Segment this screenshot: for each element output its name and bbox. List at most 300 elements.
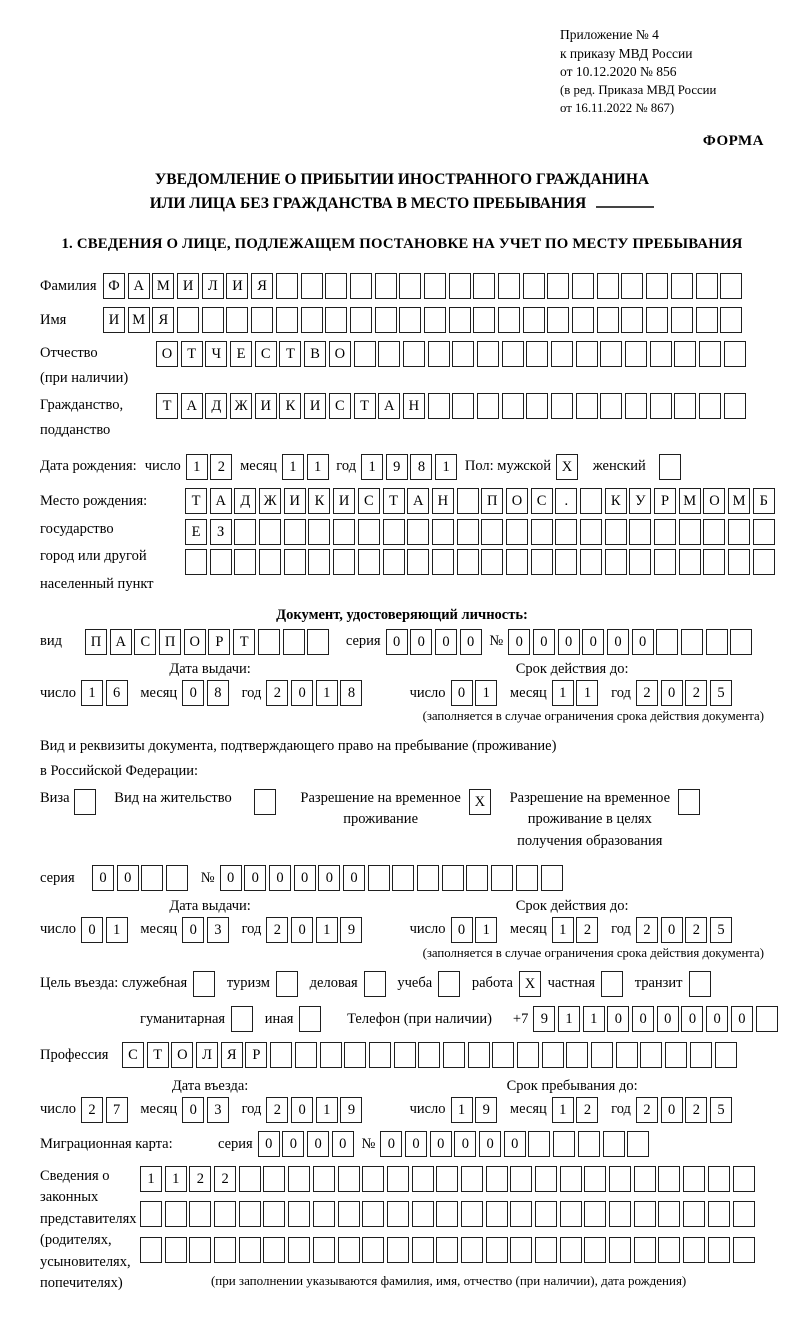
char-box[interactable]: И	[284, 488, 306, 514]
char-box[interactable]	[177, 307, 199, 333]
char-box[interactable]	[650, 393, 672, 419]
char-box[interactable]: 0	[430, 1131, 452, 1157]
char-box[interactable]: 0	[343, 865, 365, 891]
char-box[interactable]: 1	[552, 1097, 574, 1123]
char-box[interactable]: 0	[307, 1131, 329, 1157]
char-box[interactable]	[457, 549, 479, 575]
residence-permit-checkbox[interactable]	[254, 789, 279, 815]
char-box[interactable]: И	[103, 307, 125, 333]
char-box[interactable]	[605, 549, 627, 575]
char-box[interactable]: П	[481, 488, 503, 514]
char-box[interactable]: 8	[207, 680, 229, 706]
char-box[interactable]	[166, 865, 188, 891]
char-box[interactable]	[432, 519, 454, 545]
char-box[interactable]: 1	[186, 454, 208, 480]
char-box[interactable]	[387, 1237, 409, 1263]
char-box[interactable]	[584, 1166, 606, 1192]
representatives-line2-input[interactable]	[140, 1201, 757, 1227]
char-box[interactable]	[679, 549, 701, 575]
char-box[interactable]	[609, 1201, 631, 1227]
char-box[interactable]	[288, 1166, 310, 1192]
residence-expiry-month-input[interactable]	[552, 917, 601, 943]
char-box[interactable]: Т	[354, 393, 376, 419]
char-box[interactable]	[601, 971, 623, 997]
char-box[interactable]: Т	[147, 1042, 169, 1068]
char-box[interactable]	[457, 488, 479, 514]
char-box[interactable]	[724, 393, 746, 419]
char-box[interactable]	[584, 1201, 606, 1227]
char-box[interactable]: 0	[661, 1097, 683, 1123]
char-box[interactable]	[481, 519, 503, 545]
char-box[interactable]: 0	[182, 680, 204, 706]
char-box[interactable]: 0	[182, 1097, 204, 1123]
char-box[interactable]: 7	[106, 1097, 128, 1123]
char-box[interactable]: Т	[383, 488, 405, 514]
char-box[interactable]: 0	[632, 629, 654, 655]
char-box[interactable]: У	[629, 488, 651, 514]
char-box[interactable]: И	[333, 488, 355, 514]
char-box[interactable]	[560, 1166, 582, 1192]
char-box[interactable]	[477, 341, 499, 367]
char-box[interactable]: А	[110, 629, 132, 655]
char-box[interactable]	[498, 307, 520, 333]
edu-residence-permit-checkbox[interactable]	[678, 789, 703, 815]
char-box[interactable]	[580, 488, 602, 514]
char-box[interactable]	[683, 1201, 705, 1227]
char-box[interactable]	[189, 1201, 211, 1227]
char-box[interactable]	[140, 1237, 162, 1263]
stay-year-input[interactable]	[636, 1097, 735, 1123]
char-box[interactable]: 2	[685, 1097, 707, 1123]
char-box[interactable]	[263, 1237, 285, 1263]
char-box[interactable]: 1	[558, 1006, 580, 1032]
char-box[interactable]: 2	[576, 917, 598, 943]
char-box[interactable]	[394, 1042, 416, 1068]
char-box[interactable]	[720, 307, 742, 333]
char-box[interactable]	[428, 393, 450, 419]
char-box[interactable]: 0	[182, 917, 204, 943]
char-box[interactable]	[560, 1237, 582, 1263]
stay-day-input[interactable]	[451, 1097, 500, 1123]
char-box[interactable]: 1	[361, 454, 383, 480]
char-box[interactable]	[226, 307, 248, 333]
phone-input[interactable]	[533, 1006, 780, 1032]
char-box[interactable]	[654, 549, 676, 575]
char-box[interactable]	[646, 307, 668, 333]
char-box[interactable]	[432, 549, 454, 575]
purpose-business-checkbox[interactable]	[193, 971, 218, 997]
char-box[interactable]	[523, 307, 545, 333]
char-box[interactable]: Ж	[259, 488, 281, 514]
surname-input[interactable]	[103, 273, 745, 299]
char-box[interactable]: 0	[451, 680, 473, 706]
char-box[interactable]	[679, 519, 701, 545]
char-box[interactable]: К	[308, 488, 330, 514]
char-box[interactable]: О	[156, 341, 178, 367]
char-box[interactable]	[239, 1237, 261, 1263]
char-box[interactable]: 2	[685, 680, 707, 706]
birth-year-input[interactable]	[361, 454, 460, 480]
char-box[interactable]: 0	[244, 865, 266, 891]
char-box[interactable]	[202, 307, 224, 333]
stay-month-input[interactable]	[552, 1097, 601, 1123]
char-box[interactable]	[449, 307, 471, 333]
char-box[interactable]	[457, 519, 479, 545]
birth-place-line2-input[interactable]	[185, 519, 778, 545]
char-box[interactable]	[307, 629, 329, 655]
char-box[interactable]: 0	[504, 1131, 526, 1157]
char-box[interactable]: 0	[479, 1131, 501, 1157]
char-box[interactable]: 0	[558, 629, 580, 655]
char-box[interactable]	[696, 273, 718, 299]
char-box[interactable]	[399, 307, 421, 333]
char-box[interactable]	[442, 865, 464, 891]
char-box[interactable]	[681, 629, 703, 655]
char-box[interactable]	[239, 1201, 261, 1227]
char-box[interactable]: Р	[245, 1042, 267, 1068]
purpose-work-checkbox[interactable]	[519, 971, 544, 997]
char-box[interactable]	[600, 341, 622, 367]
char-box[interactable]	[407, 519, 429, 545]
char-box[interactable]: О	[171, 1042, 193, 1068]
char-box[interactable]: 9	[386, 454, 408, 480]
doc-expiry-day-input[interactable]	[451, 680, 500, 706]
char-box[interactable]	[703, 519, 725, 545]
birth-day-input[interactable]	[186, 454, 235, 480]
char-box[interactable]: Б	[753, 488, 775, 514]
char-box[interactable]	[407, 549, 429, 575]
char-box[interactable]	[678, 789, 700, 815]
char-box[interactable]: С	[134, 629, 156, 655]
doc-issue-year-input[interactable]	[266, 680, 365, 706]
char-box[interactable]	[621, 307, 643, 333]
char-box[interactable]: 0	[460, 629, 482, 655]
char-box[interactable]	[461, 1201, 483, 1227]
char-box[interactable]: А	[378, 393, 400, 419]
residence-issue-year-input[interactable]	[266, 917, 365, 943]
char-box[interactable]	[609, 1166, 631, 1192]
char-box[interactable]: Я	[221, 1042, 243, 1068]
char-box[interactable]: 0	[332, 1131, 354, 1157]
residence-number-input[interactable]	[220, 865, 566, 891]
char-box[interactable]: Т	[181, 341, 203, 367]
sex-male-checkbox[interactable]	[556, 454, 581, 480]
char-box[interactable]	[481, 549, 503, 575]
char-box[interactable]	[466, 865, 488, 891]
char-box[interactable]	[566, 1042, 588, 1068]
char-box[interactable]: Т	[233, 629, 255, 655]
char-box[interactable]	[753, 549, 775, 575]
char-box[interactable]	[378, 341, 400, 367]
char-box[interactable]	[634, 1201, 656, 1227]
char-box[interactable]	[572, 307, 594, 333]
char-box[interactable]: 2	[636, 1097, 658, 1123]
char-box[interactable]	[214, 1237, 236, 1263]
char-box[interactable]: И	[255, 393, 277, 419]
char-box[interactable]	[708, 1237, 730, 1263]
char-box[interactable]	[333, 519, 355, 545]
residence-expiry-day-input[interactable]	[451, 917, 500, 943]
char-box[interactable]	[683, 1166, 705, 1192]
char-box[interactable]: 1	[475, 680, 497, 706]
char-box[interactable]	[368, 865, 390, 891]
char-box[interactable]	[535, 1201, 557, 1227]
char-box[interactable]: И	[177, 273, 199, 299]
char-box[interactable]	[473, 307, 495, 333]
char-box[interactable]: X	[556, 454, 578, 480]
char-box[interactable]	[283, 629, 305, 655]
char-box[interactable]: Т	[185, 488, 207, 514]
char-box[interactable]	[438, 971, 460, 997]
char-box[interactable]: 0	[291, 680, 313, 706]
char-box[interactable]	[424, 273, 446, 299]
char-box[interactable]: Н	[432, 488, 454, 514]
char-box[interactable]: 1	[316, 917, 338, 943]
char-box[interactable]: 0	[294, 865, 316, 891]
char-box[interactable]	[251, 307, 273, 333]
char-box[interactable]	[728, 519, 750, 545]
char-box[interactable]	[486, 1166, 508, 1192]
char-box[interactable]	[452, 393, 474, 419]
firstname-input[interactable]	[103, 307, 745, 333]
char-box[interactable]: 2	[189, 1166, 211, 1192]
char-box[interactable]: 1	[307, 454, 329, 480]
char-box[interactable]: Л	[196, 1042, 218, 1068]
char-box[interactable]	[703, 549, 725, 575]
char-box[interactable]	[510, 1166, 532, 1192]
char-box[interactable]: А	[181, 393, 203, 419]
char-box[interactable]: 1	[106, 917, 128, 943]
char-box[interactable]: Р	[654, 488, 676, 514]
char-box[interactable]: 1	[583, 1006, 605, 1032]
char-box[interactable]: О	[184, 629, 206, 655]
char-box[interactable]	[259, 519, 281, 545]
char-box[interactable]	[301, 307, 323, 333]
char-box[interactable]: 0	[291, 917, 313, 943]
char-box[interactable]: Е	[185, 519, 207, 545]
char-box[interactable]	[387, 1201, 409, 1227]
char-box[interactable]	[600, 393, 622, 419]
char-box[interactable]: С	[329, 393, 351, 419]
char-box[interactable]	[284, 549, 306, 575]
char-box[interactable]	[449, 273, 471, 299]
char-box[interactable]: П	[159, 629, 181, 655]
char-box[interactable]	[541, 865, 563, 891]
char-box[interactable]	[584, 1237, 606, 1263]
char-box[interactable]	[634, 1237, 656, 1263]
char-box[interactable]	[320, 1042, 342, 1068]
char-box[interactable]	[399, 273, 421, 299]
char-box[interactable]	[403, 341, 425, 367]
char-box[interactable]	[572, 273, 594, 299]
char-box[interactable]: 1	[316, 1097, 338, 1123]
doc-issue-month-input[interactable]	[182, 680, 231, 706]
purpose-tourism-checkbox[interactable]	[276, 971, 301, 997]
char-box[interactable]	[270, 1042, 292, 1068]
char-box[interactable]	[259, 549, 281, 575]
char-box[interactable]: 8	[410, 454, 432, 480]
char-box[interactable]: 2	[210, 454, 232, 480]
char-box[interactable]: М	[128, 307, 150, 333]
char-box[interactable]	[555, 549, 577, 575]
char-box[interactable]: О	[506, 488, 528, 514]
char-box[interactable]: 0	[632, 1006, 654, 1032]
char-box[interactable]	[674, 393, 696, 419]
birth-month-input[interactable]	[282, 454, 331, 480]
char-box[interactable]	[214, 1201, 236, 1227]
char-box[interactable]	[706, 629, 728, 655]
char-box[interactable]: 0	[731, 1006, 753, 1032]
char-box[interactable]	[418, 1042, 440, 1068]
char-box[interactable]	[621, 273, 643, 299]
char-box[interactable]	[369, 1042, 391, 1068]
char-box[interactable]: 0	[380, 1131, 402, 1157]
char-box[interactable]	[728, 549, 750, 575]
char-box[interactable]: 2	[266, 1097, 288, 1123]
char-box[interactable]: К	[605, 488, 627, 514]
char-box[interactable]	[650, 341, 672, 367]
char-box[interactable]: 0	[318, 865, 340, 891]
char-box[interactable]	[436, 1166, 458, 1192]
char-box[interactable]	[629, 549, 651, 575]
char-box[interactable]: 2	[266, 917, 288, 943]
char-box[interactable]	[350, 273, 372, 299]
char-box[interactable]	[338, 1201, 360, 1227]
char-box[interactable]	[756, 1006, 778, 1032]
char-box[interactable]: 1	[165, 1166, 187, 1192]
char-box[interactable]	[580, 549, 602, 575]
char-box[interactable]	[486, 1237, 508, 1263]
char-box[interactable]: 0	[410, 629, 432, 655]
char-box[interactable]	[375, 273, 397, 299]
char-box[interactable]	[350, 307, 372, 333]
char-box[interactable]	[443, 1042, 465, 1068]
char-box[interactable]: Я	[152, 307, 174, 333]
char-box[interactable]	[338, 1237, 360, 1263]
entry-year-input[interactable]	[266, 1097, 365, 1123]
char-box[interactable]: 0	[607, 629, 629, 655]
char-box[interactable]	[263, 1166, 285, 1192]
char-box[interactable]	[276, 307, 298, 333]
char-box[interactable]	[428, 341, 450, 367]
char-box[interactable]	[553, 1131, 575, 1157]
char-box[interactable]: 2	[81, 1097, 103, 1123]
char-box[interactable]: 1	[451, 1097, 473, 1123]
char-box[interactable]	[239, 1166, 261, 1192]
char-box[interactable]: И	[304, 393, 326, 419]
char-box[interactable]: Т	[279, 341, 301, 367]
char-box[interactable]	[461, 1237, 483, 1263]
residence-expiry-year-input[interactable]	[636, 917, 735, 943]
char-box[interactable]	[506, 549, 528, 575]
char-box[interactable]	[424, 307, 446, 333]
purpose-humanitarian-checkbox[interactable]	[231, 1006, 256, 1032]
char-box[interactable]	[506, 519, 528, 545]
char-box[interactable]	[683, 1237, 705, 1263]
char-box[interactable]	[392, 865, 414, 891]
char-box[interactable]: 2	[685, 917, 707, 943]
entry-month-input[interactable]	[182, 1097, 231, 1123]
char-box[interactable]: Р	[208, 629, 230, 655]
char-box[interactable]	[656, 629, 678, 655]
char-box[interactable]	[597, 307, 619, 333]
char-box[interactable]	[383, 519, 405, 545]
char-box[interactable]: 1	[435, 454, 457, 480]
residence-issue-month-input[interactable]	[182, 917, 231, 943]
char-box[interactable]	[468, 1042, 490, 1068]
char-box[interactable]	[547, 307, 569, 333]
char-box[interactable]: 1	[81, 680, 103, 706]
char-box[interactable]	[531, 549, 553, 575]
char-box[interactable]: М	[152, 273, 174, 299]
char-box[interactable]: 0	[220, 865, 242, 891]
char-box[interactable]: Л	[202, 273, 224, 299]
char-box[interactable]: 2	[576, 1097, 598, 1123]
char-box[interactable]	[576, 393, 598, 419]
doc-issue-day-input[interactable]	[81, 680, 130, 706]
char-box[interactable]: А	[128, 273, 150, 299]
char-box[interactable]: О	[703, 488, 725, 514]
char-box[interactable]	[263, 1201, 285, 1227]
doc-kind-input[interactable]	[85, 629, 332, 655]
char-box[interactable]	[193, 971, 215, 997]
char-box[interactable]: 0	[661, 680, 683, 706]
char-box[interactable]: 2	[636, 917, 658, 943]
char-box[interactable]	[510, 1237, 532, 1263]
char-box[interactable]	[654, 519, 676, 545]
char-box[interactable]	[258, 629, 280, 655]
char-box[interactable]	[629, 519, 651, 545]
char-box[interactable]	[412, 1201, 434, 1227]
char-box[interactable]: Ф	[103, 273, 125, 299]
char-box[interactable]	[284, 519, 306, 545]
char-box[interactable]	[276, 971, 298, 997]
purpose-other-checkbox[interactable]	[299, 1006, 324, 1032]
char-box[interactable]	[276, 273, 298, 299]
char-box[interactable]	[674, 341, 696, 367]
char-box[interactable]	[491, 865, 513, 891]
representatives-line3-input[interactable]	[140, 1237, 757, 1263]
char-box[interactable]: 0	[582, 629, 604, 655]
char-box[interactable]	[517, 1042, 539, 1068]
char-box[interactable]	[689, 971, 711, 997]
doc-number-input[interactable]	[508, 629, 755, 655]
char-box[interactable]	[625, 393, 647, 419]
char-box[interactable]	[699, 393, 721, 419]
char-box[interactable]	[358, 519, 380, 545]
char-box[interactable]	[308, 549, 330, 575]
birth-place-line1-input[interactable]	[185, 488, 778, 514]
char-box[interactable]: М	[679, 488, 701, 514]
char-box[interactable]: С	[358, 488, 380, 514]
purpose-private-checkbox[interactable]	[601, 971, 626, 997]
char-box[interactable]: 5	[710, 680, 732, 706]
char-box[interactable]	[74, 789, 96, 815]
char-box[interactable]	[555, 519, 577, 545]
char-box[interactable]	[720, 273, 742, 299]
char-box[interactable]	[625, 341, 647, 367]
char-box[interactable]: 2	[266, 680, 288, 706]
char-box[interactable]: 9	[340, 1097, 362, 1123]
char-box[interactable]	[299, 1006, 321, 1032]
char-box[interactable]	[165, 1237, 187, 1263]
char-box[interactable]	[313, 1201, 335, 1227]
char-box[interactable]: 0	[657, 1006, 679, 1032]
char-box[interactable]: 8	[340, 680, 362, 706]
char-box[interactable]	[715, 1042, 737, 1068]
char-box[interactable]: Т	[156, 393, 178, 419]
char-box[interactable]: 9	[533, 1006, 555, 1032]
